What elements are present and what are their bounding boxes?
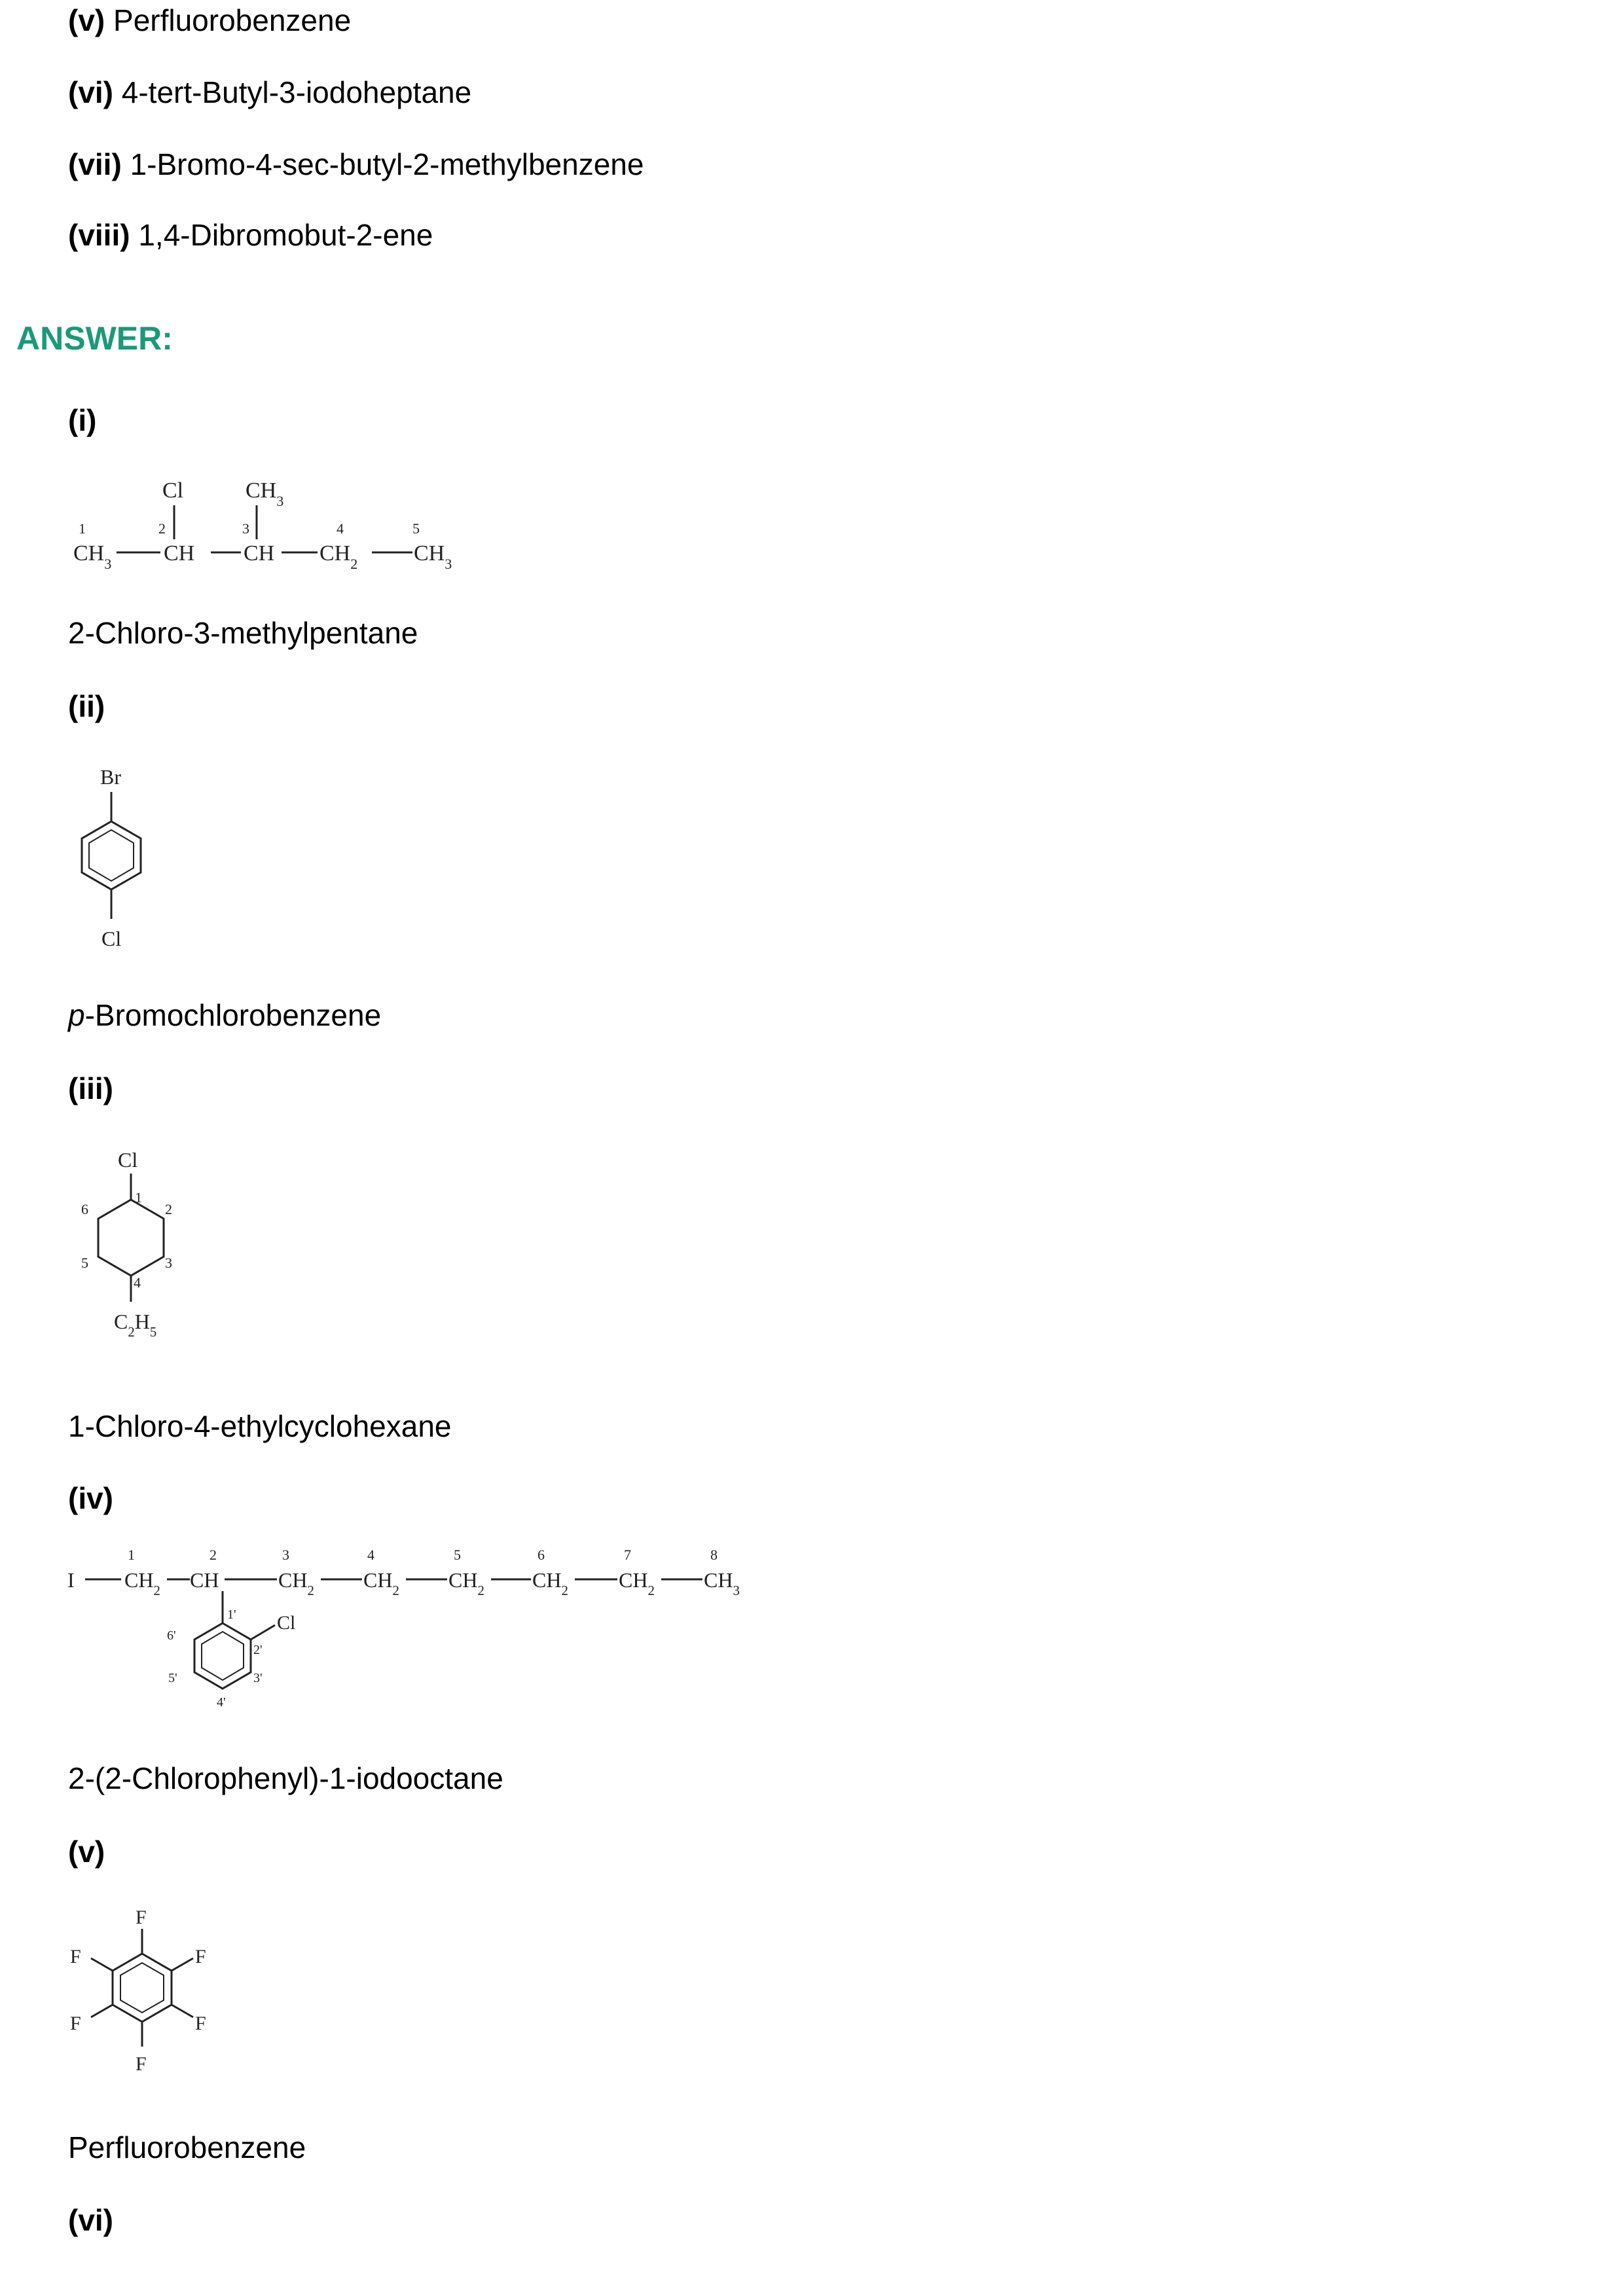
chain-atom: $CH_2$ — [319, 541, 358, 572]
question-viii — [68, 217, 433, 253]
chain-atom: CH — [164, 541, 195, 565]
svg-text:F: F — [195, 1946, 206, 1967]
svg-text:CH3: $CH_3$ — [704, 1568, 740, 1598]
struct-text: $C_2H_5$ — [114, 1310, 157, 1340]
svg-text:F: F — [195, 2013, 206, 2034]
struct-text: Cl — [162, 478, 184, 503]
svg-text:8: 8 — [710, 1547, 718, 1563]
question-number: (v) — [68, 3, 105, 37]
question-v — [68, 3, 351, 38]
svg-text:4: 4 — [134, 1274, 141, 1291]
chain-atom: $CH_3$ — [73, 541, 112, 572]
svg-text:CH2: $CH_2$ — [278, 1568, 314, 1598]
structure-iv — [62, 1541, 769, 1738]
answer-name-i: 2-Chloro-3-methylpentane — [68, 616, 418, 650]
locant: 5 — [412, 520, 420, 537]
answer-name-v: Perfluorobenzene — [68, 2130, 306, 2164]
svg-text:1: 1 — [128, 1547, 135, 1563]
svg-text:1: 1 — [135, 1189, 142, 1206]
svg-text:2: 2 — [165, 1201, 172, 1217]
answer-label-v: (v) — [68, 1835, 105, 1869]
question-text: Perfluorobenzene — [113, 3, 352, 37]
svg-text:5: 5 — [454, 1547, 461, 1563]
svg-text:CH2: $CH_2$ — [448, 1568, 484, 1598]
answer-name-iv: 2-(2-Chlorophenyl)-1-iodooctane — [68, 1761, 503, 1795]
question-text: 4-tert-Butyl-3-iodoheptane — [121, 75, 472, 109]
chain-atom: $CH_3$ — [414, 541, 452, 572]
question-number: (vi) — [68, 75, 113, 109]
svg-text:CH: CH — [190, 1568, 219, 1592]
svg-text:F: F — [70, 1946, 81, 1967]
question-text: 1-Bromo-4-sec-butyl-2-methylbenzene — [130, 147, 644, 181]
struct-text: Br — [100, 765, 121, 789]
svg-text:F: F — [136, 1907, 147, 1928]
answer-label-vi: (vi) — [68, 2203, 113, 2237]
svg-text:3': 3' — [253, 1671, 263, 1685]
svg-text:7: 7 — [624, 1547, 631, 1563]
svg-text:2': 2' — [253, 1643, 263, 1657]
question-number: (viii) — [68, 218, 130, 252]
struct-text: Cl — [101, 927, 122, 950]
svg-text:6': 6' — [167, 1628, 176, 1643]
svg-text:1': 1' — [227, 1607, 236, 1622]
locant: 3 — [242, 520, 249, 537]
answer-label-ii: (ii) — [68, 689, 105, 723]
answer-label-iii: (iii) — [68, 1071, 113, 1105]
svg-text:4: 4 — [367, 1547, 374, 1563]
svg-text:4': 4' — [217, 1695, 226, 1710]
answer-name-ii — [68, 997, 381, 1033]
structure-i — [65, 471, 471, 576]
question-vi — [68, 75, 471, 110]
locant: 4 — [337, 520, 344, 537]
answer-label-i: (i) — [68, 403, 97, 437]
name-text: -Bromochlorobenzene — [84, 998, 382, 1032]
svg-text:5: 5 — [81, 1255, 88, 1271]
svg-text:6: 6 — [538, 1547, 545, 1563]
answer-name-iii: 1-Chloro-4-ethylcyclohexane — [68, 1409, 452, 1443]
struct-text: $CH_3$ — [246, 478, 284, 509]
question-vii — [68, 147, 644, 182]
locant: 2 — [158, 520, 166, 537]
name-prefix: p — [68, 998, 85, 1032]
answer-label-iv: (iv) — [68, 1481, 113, 1515]
answer-heading: ANSWER: — [16, 320, 173, 357]
chain-atom: CH — [244, 541, 275, 565]
svg-text:Cl: Cl — [277, 1612, 296, 1634]
svg-text:F: F — [136, 2053, 147, 2075]
question-number: (vii) — [68, 147, 122, 181]
svg-text:CH2: $CH_2$ — [532, 1568, 568, 1598]
structure-v — [62, 1901, 246, 2111]
svg-text:CH2: $CH_2$ — [124, 1568, 160, 1598]
svg-text:2: 2 — [210, 1547, 217, 1563]
svg-text:F: F — [70, 2013, 81, 2034]
structure-iii — [72, 1142, 223, 1352]
svg-text:3: 3 — [282, 1547, 289, 1563]
svg-text:3: 3 — [165, 1255, 172, 1271]
svg-text:6: 6 — [81, 1201, 88, 1217]
struct-text: Cl — [118, 1148, 138, 1172]
structure-ii — [62, 759, 167, 962]
svg-text:CH2: $CH_2$ — [363, 1568, 399, 1598]
question-text: 1,4-Dibromobut-2-ene — [138, 218, 433, 252]
svg-text:I: I — [67, 1568, 75, 1592]
svg-text:CH2: $CH_2$ — [619, 1568, 655, 1598]
locant: 1 — [79, 520, 86, 537]
svg-text:5': 5' — [168, 1671, 177, 1685]
